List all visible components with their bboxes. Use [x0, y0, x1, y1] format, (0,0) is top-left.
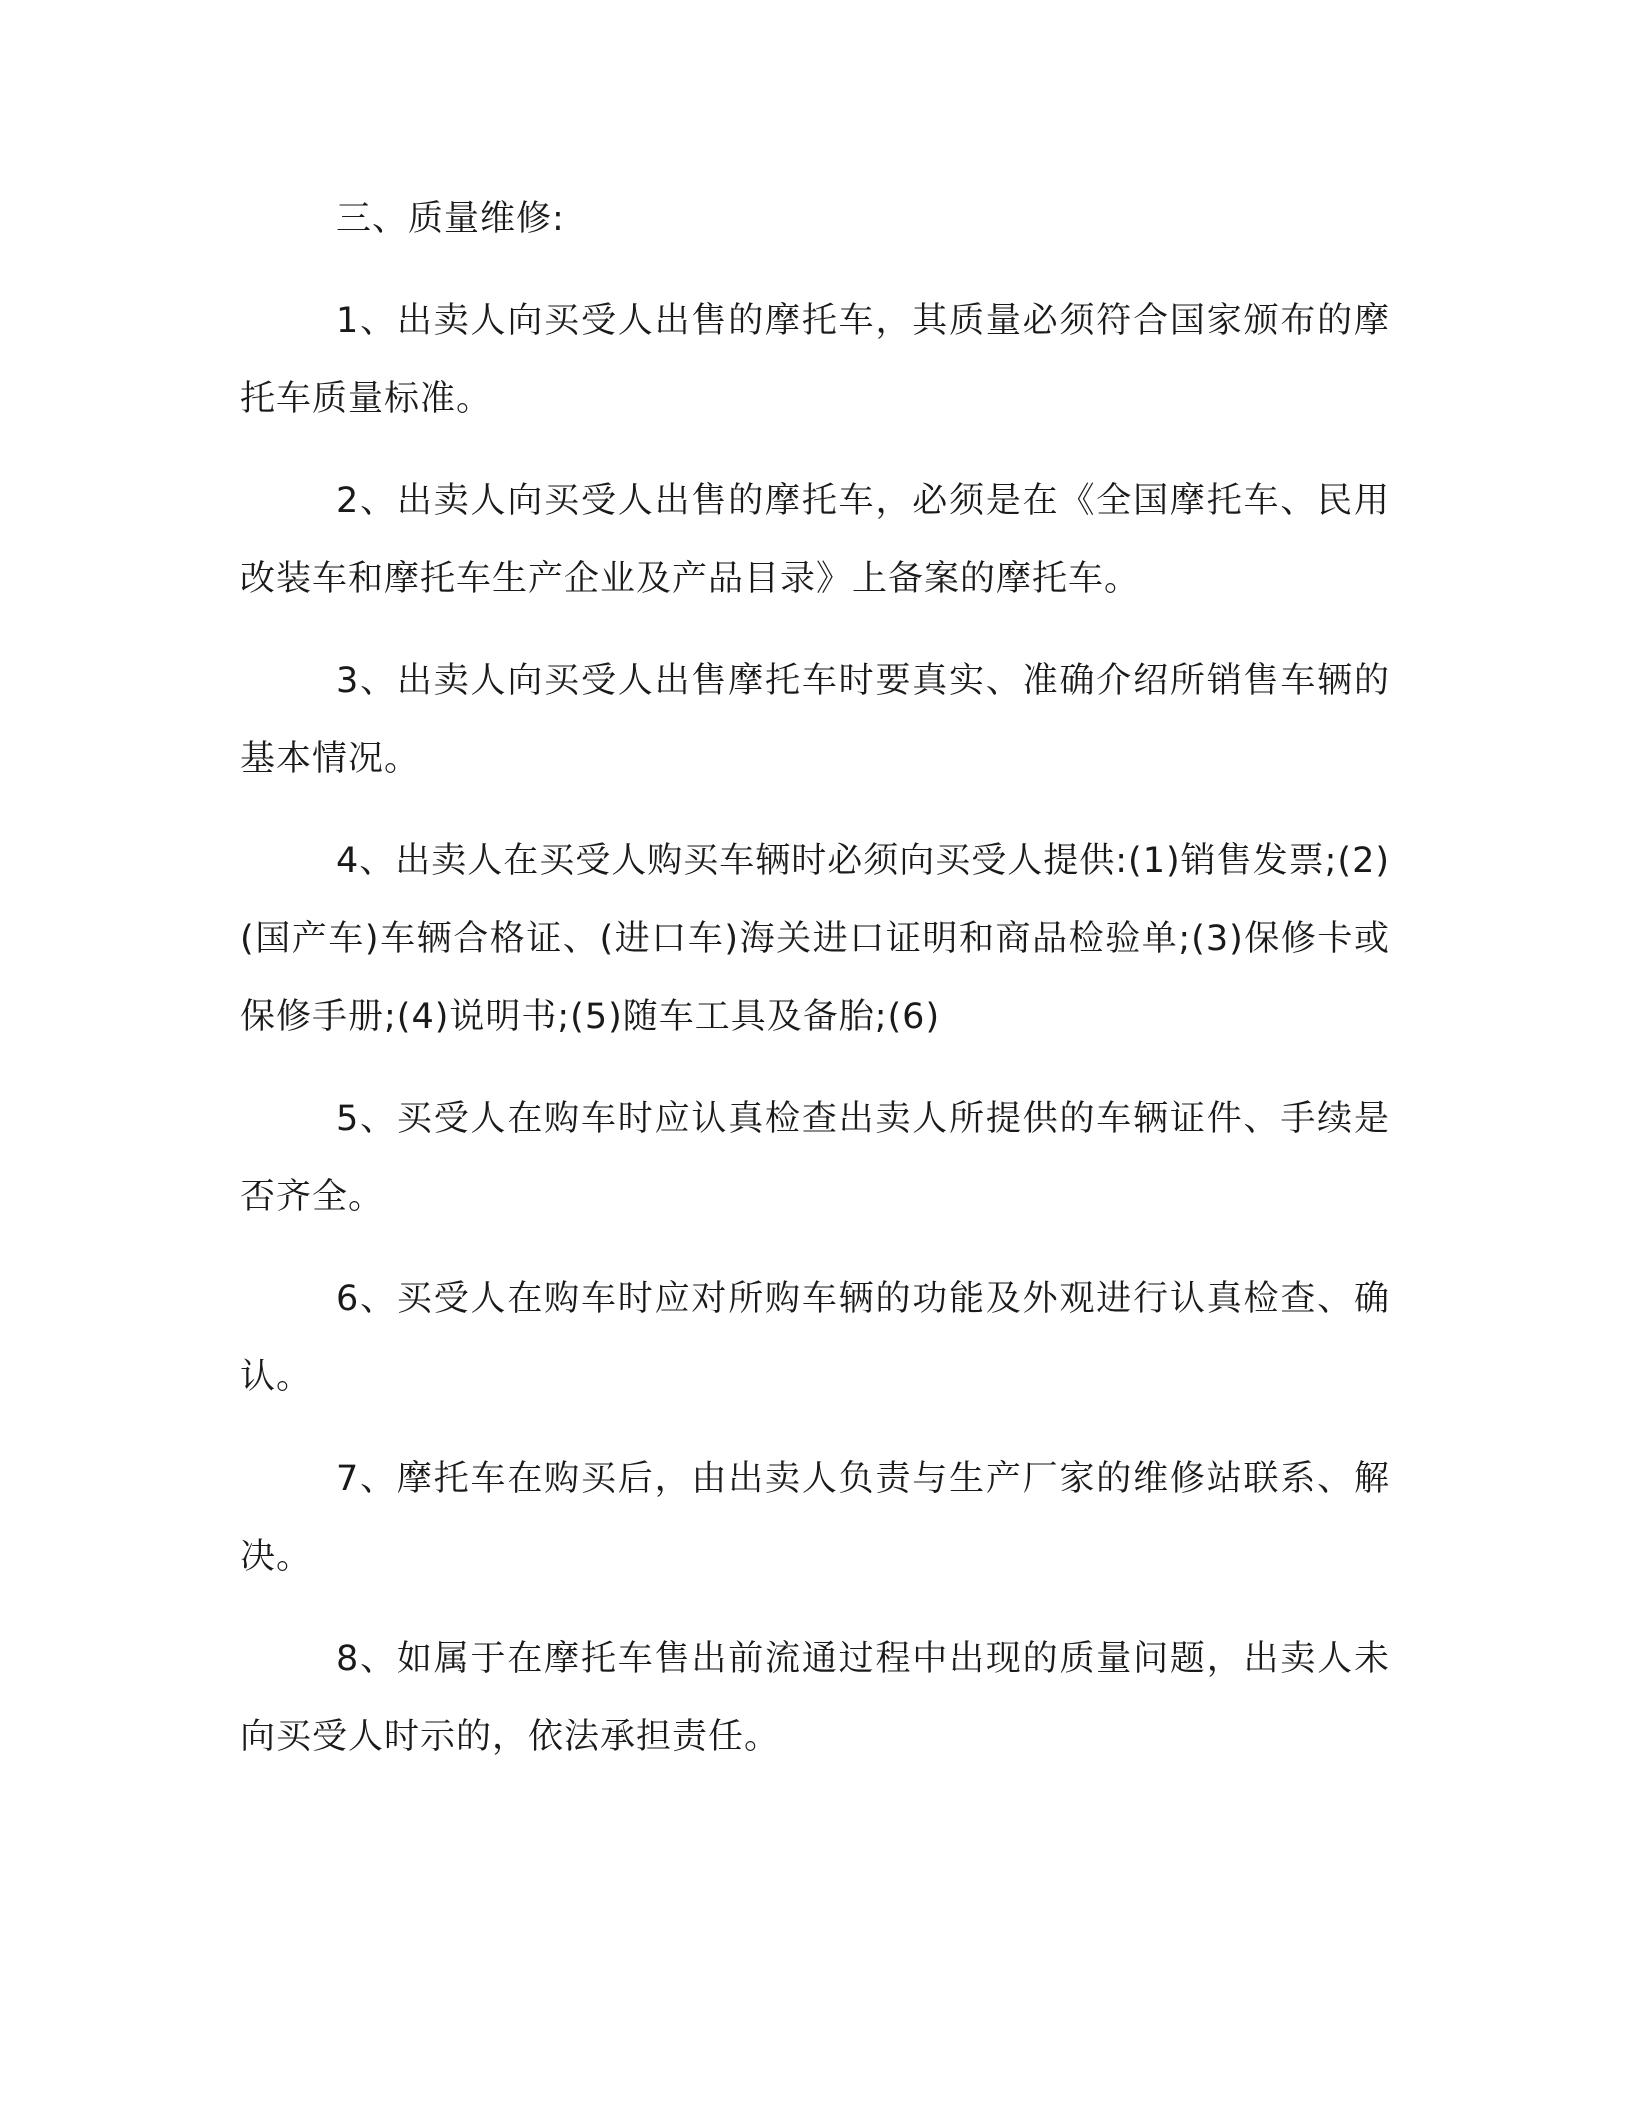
paragraph-8: 8、如属于在摩托车售出前流通过程中出现的质量问题，出卖人未向买受人时示的，依法承担责任。: [240, 1639, 1390, 1757]
paragraph-1: 1、出卖人向买受人出售的摩托车，其质量必须符合国家颁布的摩托车质量标准。: [240, 301, 1390, 419]
section-title: 三、质量维修:: [336, 199, 565, 239]
paragraph-5: 5、买受人在购车时应认真检查出卖人所提供的车辆证件、手续是否齐全。: [240, 1099, 1390, 1217]
paragraph-7: 7、摩托车在购买后，由出卖人负责与生产厂家的维修站联系、解决。: [240, 1459, 1390, 1577]
paragraph-6: 6、买受人在购车时应对所购车辆的功能及外观进行认真检查、确认。: [240, 1279, 1390, 1397]
document-body: [240, 180, 1390, 1776]
paragraph-2: 2、出卖人向买受人出售的摩托车，必须是在《全国摩托车、民用改装车和摩托车生产企业及产品目录》上备案的摩托车。: [240, 481, 1390, 599]
paragraph-4: 4、出卖人在买受人购买车辆时必须向买受人提供:(1)销售发票;(2)(国产车)车辆合格证、(进口车)海关进口证明和商品检验单;(3)保修卡或保修手册;(4)说明书;(5)随车工具及备胎;(6): [240, 841, 1391, 1037]
paragraph-3: 3、出卖人向买受人出售摩托车时要真实、准确介绍所销售车辆的基本情况。: [240, 661, 1390, 779]
